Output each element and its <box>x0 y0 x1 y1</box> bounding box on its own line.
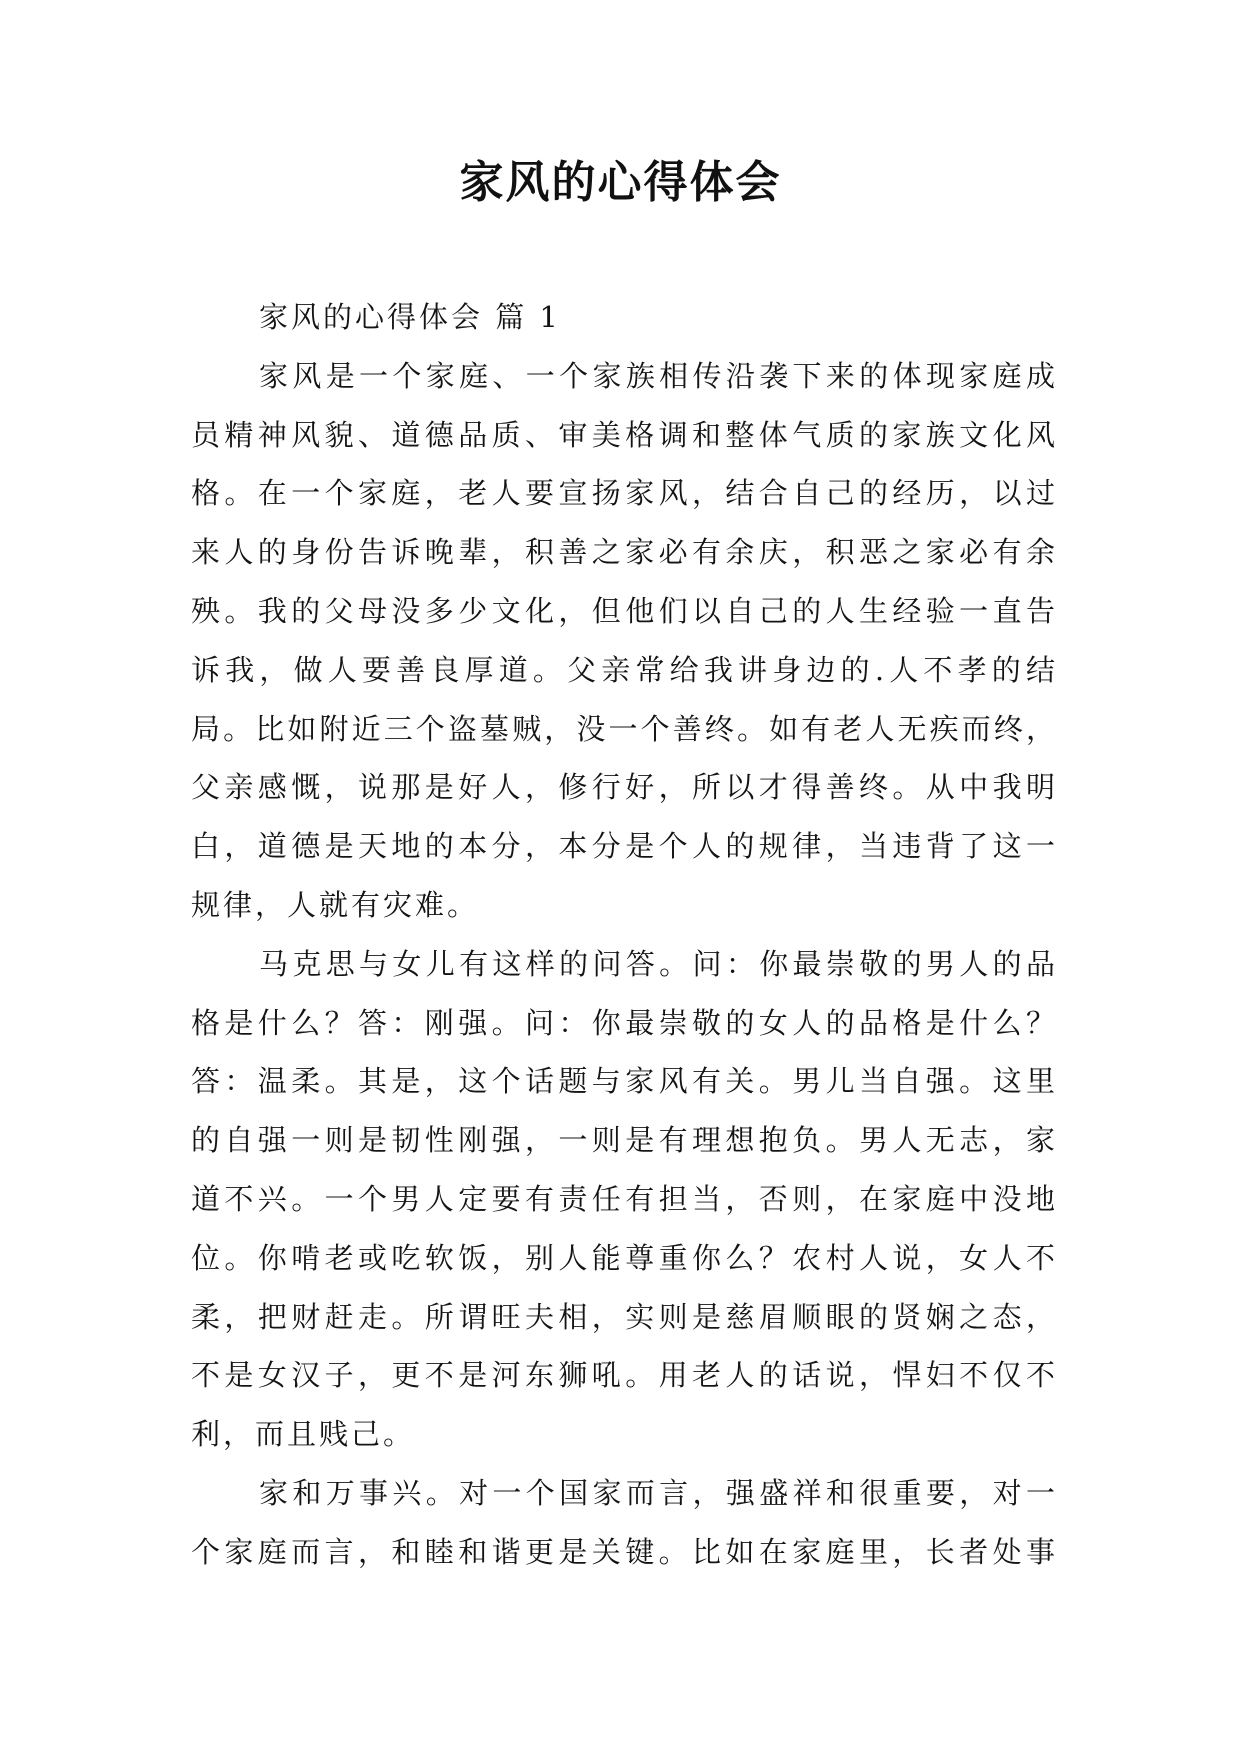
paragraph-line: 白，道德是天地的本分，本分是个人的规律，当违背了这一 <box>191 829 1058 864</box>
paragraph-line: 利，而且贱己。 <box>191 1417 416 1452</box>
paragraph <box>191 347 1058 935</box>
paragraph-line: 员精神风貌、道德品质、审美格调和整体气质的家族文化风 <box>191 417 1058 452</box>
paragraph-line: 柔，把财赶走。所谓旺夫相，实则是慈眉顺眼的贤娴之态， <box>191 1299 1058 1334</box>
document-body <box>191 288 1058 1582</box>
paragraph-line: 的自强一则是韧性刚强，一则是有理想抱负。男人无志，家 <box>191 1123 1058 1158</box>
paragraph-line: 道不兴。一个男人定要有责任有担当，否则，在家庭中没地 <box>191 1181 1058 1216</box>
paragraph-line: 个家庭而言，和睦和谐更是关键。比如在家庭里，长者处事 <box>191 1534 1058 1569</box>
paragraph-line: 家风是一个家庭、一个家族相传沿袭下来的体现家庭成 <box>259 358 1058 393</box>
paragraph-line: 位。你啃老或吃软饭，别人能尊重你么？农村人说，女人不 <box>191 1240 1058 1275</box>
paragraph-line: 殃。我的父母没多少文化，但他们以自己的人生经验一直告 <box>191 593 1058 628</box>
paragraph-line: 格是什么？答：刚强。问：你最崇敬的女人的品格是什么？ <box>191 1005 1058 1040</box>
document-title: 家风的心得体会 <box>459 157 782 208</box>
paragraph-line: 局。比如附近三个盗墓贼，没一个善终。如有老人无疾而终， <box>191 711 1058 746</box>
section-heading: 家风的心得体会 篇 1 <box>259 300 561 334</box>
paragraph-line: 家和万事兴。对一个国家而言，强盛祥和很重要，对一 <box>259 1475 1058 1510</box>
paragraph <box>191 935 1058 1464</box>
paragraph-line: 马克思与女儿有这样的问答。问：你最崇敬的男人的品 <box>259 946 1058 981</box>
paragraph-line: 诉我，做人要善良厚道。父亲常给我讲身边的.人不孝的结 <box>191 652 1058 687</box>
paragraph-line: 不是女汉子，更不是河东狮吼。用老人的话说，悍妇不仅不 <box>191 1358 1058 1393</box>
paragraph-line: 父亲感慨，说那是好人，修行好，所以才得善终。从中我明 <box>191 770 1058 805</box>
paragraph-line: 来人的身份告诉晚辈，积善之家必有余庆，积恶之家必有余 <box>191 535 1058 570</box>
paragraph-line: 答：温柔。其是，这个话题与家风有关。男儿当自强。这里 <box>191 1064 1058 1099</box>
paragraph-line: 规律，人就有灾难。 <box>191 887 480 922</box>
paragraph-line: 格。在一个家庭，老人要宣扬家风，结合自己的经历，以过 <box>191 476 1058 511</box>
paragraph <box>191 1464 1058 1582</box>
